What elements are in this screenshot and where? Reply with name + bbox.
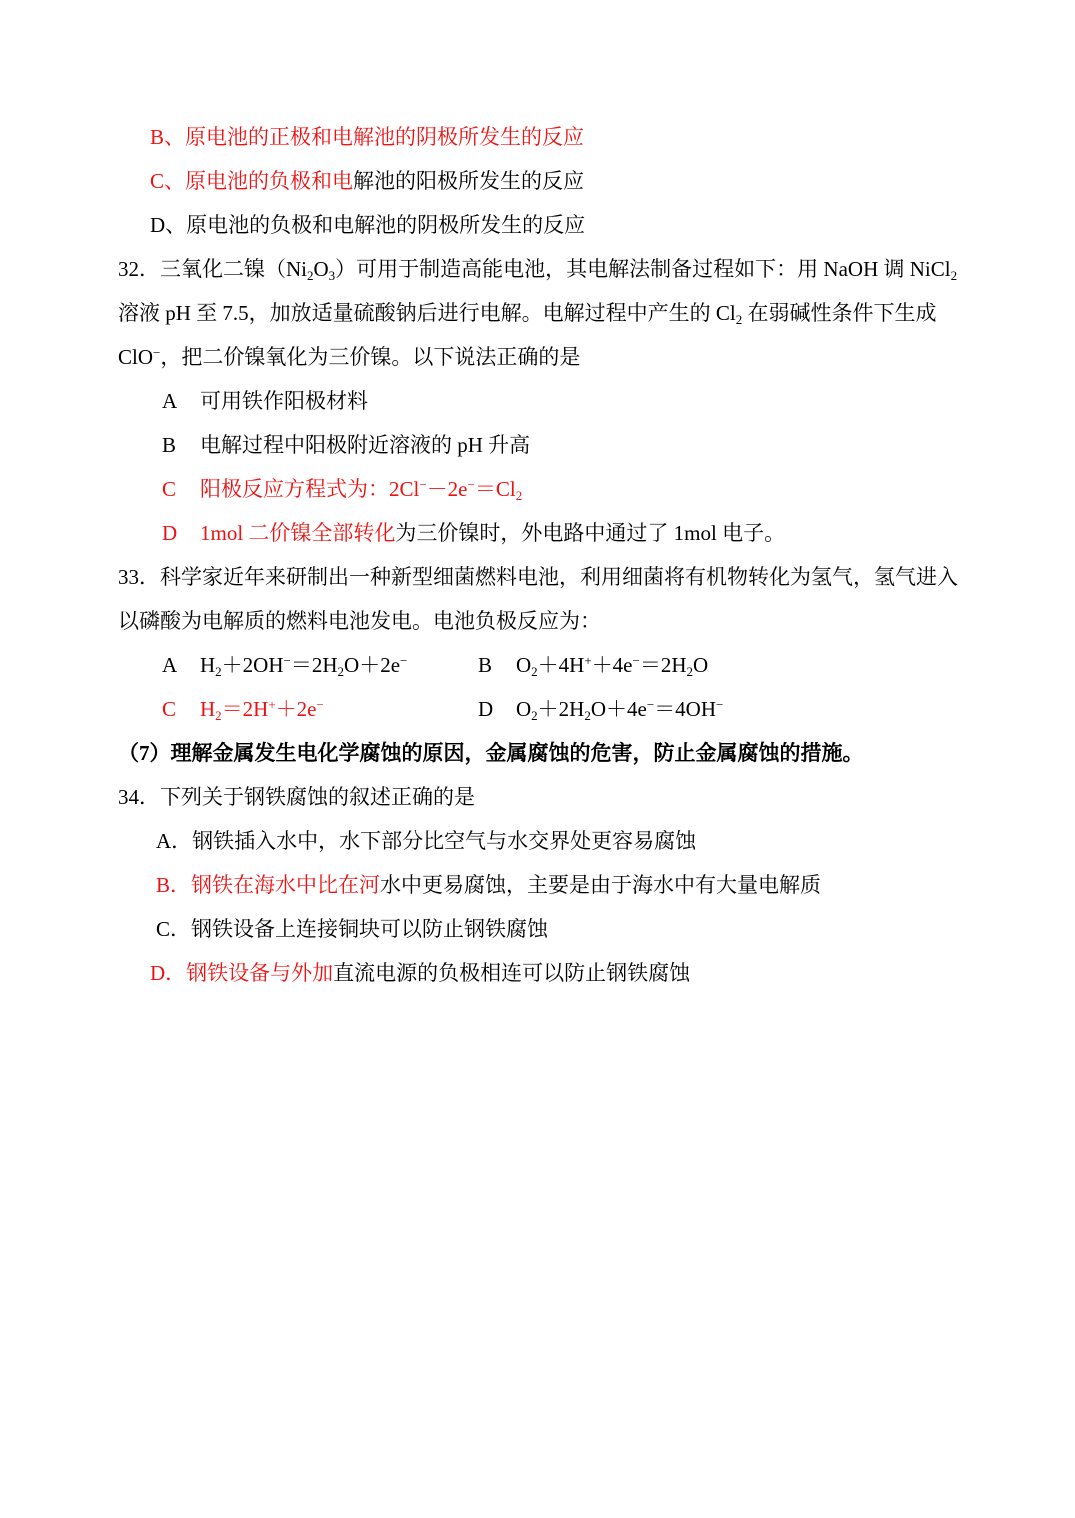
q31-option-b: B、原电池的正极和电解池的阴极所发生的反应 [150,125,585,149]
q32-option-d: D 1mol 二价镍全部转化为三价镍时，外电路中通过了 1mol 电子。 [162,521,786,545]
q32-stem-line3: ClO−，把二价镍氧化为三价镍。以下说法正确的是 [118,345,581,369]
q33-option-d: D $O_2+2H_2O+4e^-=4OH^-$ [478,697,724,723]
q34-stem: 34．下列关于钢铁腐蚀的叙述正确的是 [118,785,475,809]
q34-option-d: D．钢铁设备与外加直流电源的负极相连可以防止钢铁腐蚀 [150,961,691,985]
q33-option-a: A $H_2+2OH^-=2H_2O+2e^-$ [162,653,408,679]
q31-option-c: C、原电池的负极和电解池的阳极所发生的反应 [150,169,585,193]
q34-option-c: C．钢铁设备上连接铜块可以防止钢铁腐蚀 [156,917,549,941]
q32-option-b: B 电解过程中阳极附近溶液的 pH 升高 [162,433,531,457]
q34-option-b: B．钢铁在海水中比在河水中更易腐蚀，主要是由于海水中有大量电解质 [156,873,822,897]
q32-option-a: A 可用铁作阳极材料 [162,389,368,413]
q32-stem-line1: 32．三氧化二镍$(Ni_2O_3)$可用于制造高能电池，其电解法制备过程如下：用 NaOH 调 NiCl$_2$ [118,257,958,283]
q33-option-b: B $O_2+4H^++4e^-=2H_2O$ [478,653,709,679]
q33-option-c: C $H_2=2H^++2e^-$ [162,697,324,723]
q33-stem-line1: 33．科学家近年来研制出一种新型细菌燃料电池，利用细菌将有机物转化为氢气，氢气进入 [118,565,958,589]
q34-option-a: A．钢铁插入水中，水下部分比空气与水交界处更容易腐蚀 [156,829,697,853]
q32-option-c: C 阳极反应方程式为：$2Cl^--2e^-=Cl_2$ [162,477,523,503]
section-7-heading: （7）理解金属发生电化学腐蚀的原因，金属腐蚀的危害，防止金属腐蚀的措施。 [118,741,864,765]
q32-stem-line2: 溶液 pH 至 7.5，加放适量硫酸钠后进行电解。电解过程中产生的 $Cl_2$ 在弱碱性条件下生成 [118,301,937,327]
q33-stem-line2: 以磷酸为电解质的燃料电池发电。电池负极反应为： [118,609,601,633]
q31-option-d: D、原电池的负极和电解池的阴极所发生的反应 [150,213,586,237]
